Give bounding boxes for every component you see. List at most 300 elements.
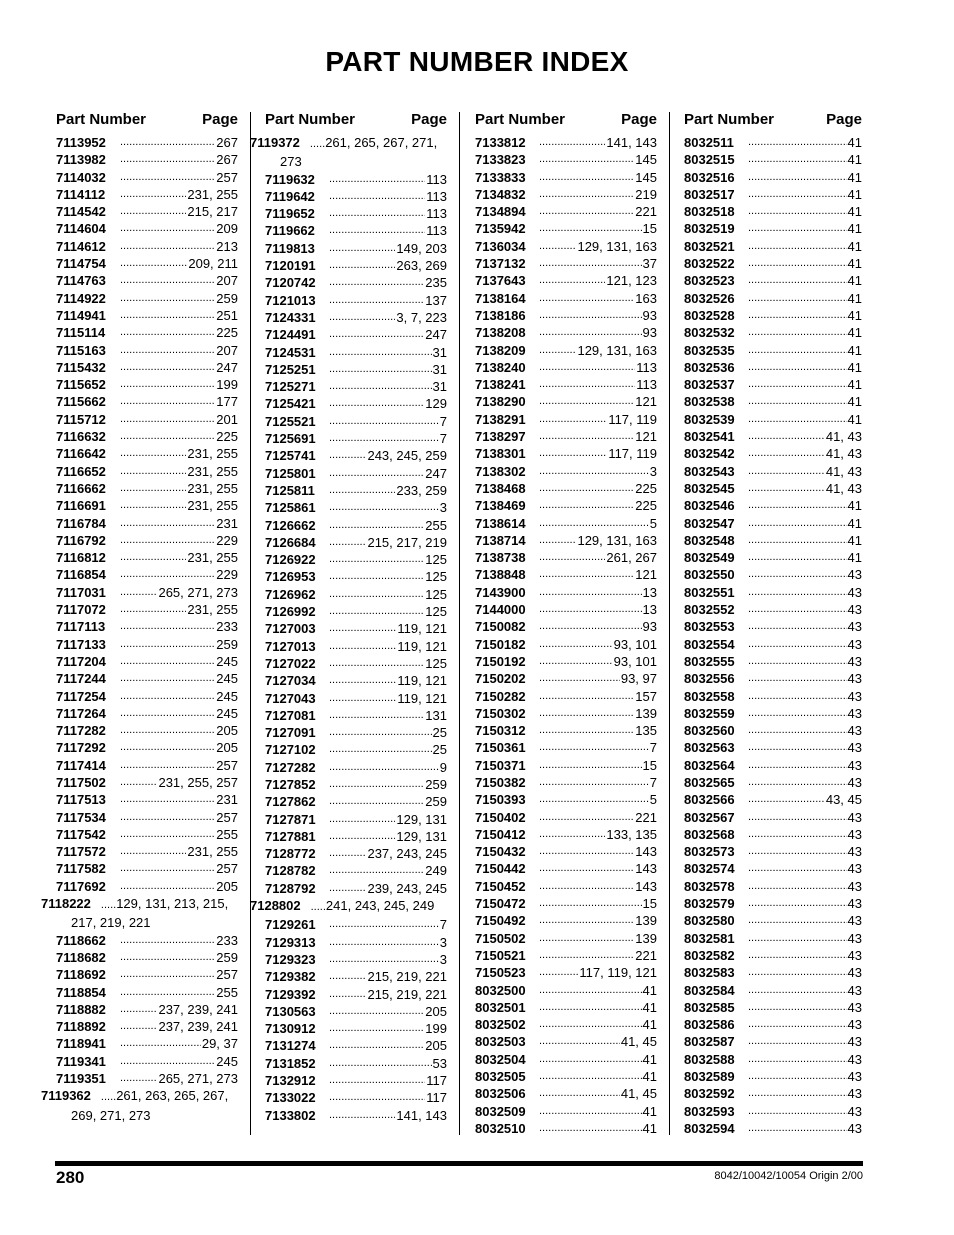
page-reference: 119, 121 — [397, 673, 447, 689]
index-entry — [265, 603, 447, 620]
part-number: 7132912 — [265, 1073, 316, 1089]
page-reference: 43 — [847, 602, 862, 618]
dot-leader — [539, 878, 634, 895]
dot-leader — [748, 393, 847, 410]
part-number: 8032511 — [684, 135, 734, 150]
part-number: 8032523 — [684, 273, 735, 289]
dot-leader — [120, 238, 215, 255]
part-number: 7125691 — [265, 431, 316, 447]
page-reference: 41 — [847, 135, 862, 150]
page-reference: 137 — [425, 292, 447, 308]
part-number: 7150521 — [475, 947, 526, 963]
index-entry — [56, 984, 238, 1001]
part-number: 7115712 — [56, 411, 106, 427]
index-entry — [56, 809, 238, 826]
page-reference: 43 — [847, 982, 862, 998]
dot-leader — [748, 445, 825, 462]
dot-leader — [120, 966, 215, 983]
dot-leader — [539, 653, 613, 670]
index-entry — [684, 722, 862, 739]
dot-leader — [748, 255, 847, 272]
index-entry — [684, 497, 862, 514]
dot-leader — [748, 515, 847, 532]
index-entry — [684, 688, 862, 705]
dot-leader — [748, 203, 847, 220]
part-number: 7120191 — [265, 258, 316, 274]
index-entry — [475, 411, 657, 428]
index-entry — [684, 272, 862, 289]
index-entry — [265, 1020, 447, 1037]
index-entry — [684, 342, 862, 359]
dot-leader — [120, 324, 215, 341]
page-reference: 43 — [847, 913, 862, 929]
page-reference: 245 — [216, 653, 238, 669]
page-reference: 41 — [847, 273, 862, 289]
index-entry — [265, 880, 447, 897]
page-reference: 241, 243, 245, 249 — [325, 898, 435, 914]
part-number: 7114922 — [56, 290, 106, 306]
part-number: 7116632 — [56, 429, 106, 445]
dot-leader — [329, 205, 425, 222]
index-entry — [475, 480, 657, 497]
page-reference: 231 — [216, 515, 238, 531]
page-reference: 257 — [216, 757, 238, 773]
part-number: 7117204 — [56, 653, 106, 669]
dot-leader — [329, 934, 439, 951]
footer-rule — [55, 1161, 863, 1166]
part-number: 8032515 — [684, 152, 735, 168]
part-number: 8032518 — [684, 204, 735, 220]
part-number: 7127871 — [265, 811, 316, 827]
page-reference: 265, 271, 273 — [158, 1071, 238, 1087]
dot-leader — [329, 344, 432, 361]
dot-leader — [329, 1037, 424, 1054]
page-reference: 231, 255 — [187, 498, 238, 514]
dot-leader — [748, 999, 847, 1016]
page-reference: 125 — [425, 655, 447, 671]
page-reference: 143 — [635, 878, 657, 894]
dot-leader — [748, 843, 847, 860]
index-entry — [475, 220, 657, 237]
dot-leader — [120, 186, 186, 203]
index-entry — [684, 134, 862, 151]
part-number: 8032528 — [684, 307, 735, 323]
index-entry — [265, 655, 447, 672]
part-number: 7127034 — [265, 673, 316, 689]
page-reference: 257 — [216, 967, 238, 983]
page-reference: 43 — [847, 878, 862, 894]
index-entry — [265, 968, 447, 985]
dot-leader — [329, 240, 395, 257]
dot-leader — [539, 636, 613, 653]
index-entry — [56, 949, 238, 966]
index-entry — [56, 722, 238, 739]
index-entry — [684, 203, 862, 220]
index-entry — [684, 307, 862, 324]
part-number: 7126922 — [265, 552, 316, 568]
page-reference: 231, 255 — [187, 480, 238, 496]
index-entry — [475, 982, 657, 999]
part-number: 7150452 — [475, 878, 526, 894]
index-entry — [56, 791, 238, 808]
index-entry — [56, 411, 238, 428]
page-reference: 267 — [216, 135, 238, 150]
index-entry — [56, 272, 238, 289]
part-number: 7138186 — [475, 307, 526, 323]
dot-leader — [748, 670, 847, 687]
part-number: 8032539 — [684, 411, 735, 427]
index-entry — [265, 465, 447, 482]
index-entry — [684, 186, 862, 203]
page-reference: 205 — [216, 723, 238, 739]
part-number: 7118854 — [56, 984, 106, 1000]
index-entry — [56, 860, 238, 877]
page-reference: 117, 119 — [608, 446, 657, 462]
part-number: 7138164 — [475, 290, 526, 306]
part-number: 7116784 — [56, 515, 106, 531]
page-reference: 145 — [635, 152, 657, 168]
index-entry — [265, 1003, 447, 1020]
dot-leader — [329, 759, 439, 776]
page-reference: 215, 219, 221 — [367, 986, 447, 1002]
part-number: 7125271 — [265, 379, 316, 395]
part-number: 7150202 — [475, 671, 526, 687]
part-number: 7117282 — [56, 723, 106, 739]
part-number: 7133802 — [265, 1107, 316, 1123]
page-reference: 13 — [642, 584, 657, 600]
part-number: 7135942 — [475, 221, 526, 237]
dot-leader — [329, 672, 396, 689]
page-reference: 125 — [425, 552, 447, 568]
part-number: 7130563 — [265, 1003, 316, 1019]
page-reference: 25 — [432, 742, 447, 758]
part-number: 7115114 — [56, 325, 106, 341]
index-entry — [475, 238, 657, 255]
part-number: 7138302 — [475, 463, 526, 479]
part-number: 7113952 — [56, 135, 106, 150]
page-reference: 117 — [426, 1090, 447, 1106]
index-entry — [684, 860, 862, 877]
index-entry — [684, 238, 862, 255]
page-reference: 219 — [635, 186, 657, 202]
page-reference: 177 — [216, 394, 238, 410]
column-divider — [669, 112, 670, 1135]
part-number: 7138301 — [475, 446, 526, 462]
part-number: 7129323 — [265, 951, 316, 967]
dot-leader — [329, 828, 395, 845]
page-reference: 231, 255 — [187, 550, 238, 566]
part-number: 8032579 — [684, 896, 735, 912]
part-number: 7119642 — [265, 188, 315, 204]
part-number: 8032565 — [684, 774, 735, 790]
index-entry — [56, 1070, 238, 1087]
page-reference: 129, 131 — [396, 828, 447, 844]
part-number: 7150312 — [475, 723, 526, 739]
index-entry — [684, 463, 862, 480]
dot-leader — [329, 413, 439, 430]
dot-leader — [120, 949, 215, 966]
page-reference: 43 — [847, 1017, 862, 1033]
page-reference: 93 — [642, 325, 657, 341]
page-reference: 221 — [635, 204, 657, 220]
dot-leader — [539, 463, 649, 480]
part-number: 7114612 — [56, 238, 106, 254]
page-reference: 7 — [439, 917, 447, 933]
part-number: 7134894 — [475, 204, 526, 220]
page-reference: 245 — [216, 705, 238, 721]
page-reference: 41 — [642, 1103, 657, 1119]
part-number: 8032552 — [684, 602, 735, 618]
page-reference: 265, 271, 273 — [158, 584, 238, 600]
dot-leader — [329, 171, 425, 188]
page-reference: 129, 131, 213, 215, 217, 219, 221 — [71, 896, 229, 931]
dot-leader — [748, 428, 825, 445]
part-number: 7144000 — [475, 602, 526, 618]
dot-leader — [329, 862, 424, 879]
part-number: 7119632 — [265, 171, 315, 187]
page-reference: 41, 45 — [620, 1034, 657, 1050]
index-entry — [475, 393, 657, 410]
part-number: 7114032 — [56, 169, 106, 185]
index-entry — [684, 393, 862, 410]
part-number: 7117244 — [56, 671, 106, 687]
part-number: 7138291 — [475, 411, 526, 427]
page-reference: 257 — [216, 169, 238, 185]
part-number: 7115662 — [56, 394, 106, 410]
page-reference: 15 — [642, 221, 657, 237]
part-number: 8032578 — [684, 878, 735, 894]
index-entry — [475, 255, 657, 272]
index-entry — [684, 255, 862, 272]
page-reference: 41 — [847, 152, 862, 168]
dot-leader — [120, 688, 215, 705]
index-entry — [265, 793, 447, 810]
page-reference: 3 — [439, 951, 447, 967]
dot-leader — [748, 1085, 847, 1102]
dot-leader — [539, 826, 605, 843]
dot-leader — [539, 982, 642, 999]
index-entry — [475, 324, 657, 341]
dot-leader — [329, 986, 366, 1003]
part-number: 7126953 — [265, 569, 316, 585]
part-number: 7119341 — [56, 1053, 106, 1069]
dot-leader — [329, 447, 366, 464]
page-reference: 43 — [847, 1086, 862, 1102]
page-reference: 215, 217 — [187, 204, 238, 220]
dot-leader — [120, 272, 215, 289]
page-reference: 125 — [425, 586, 447, 602]
page-reference: 43 — [847, 653, 862, 669]
part-number: 8032546 — [684, 498, 735, 514]
page-reference: 139 — [635, 930, 657, 946]
part-number: 7127043 — [265, 690, 316, 706]
page-reference: 41, 43 — [825, 463, 862, 479]
dot-leader — [748, 238, 847, 255]
part-number: 7126684 — [265, 534, 316, 550]
dot-leader — [329, 430, 439, 447]
index-entry — [56, 307, 238, 324]
page-reference: 207 — [216, 342, 238, 358]
index-entry — [265, 274, 447, 291]
index-entry — [475, 653, 657, 670]
page-reference: 31 — [432, 379, 447, 395]
part-number: 7150082 — [475, 619, 526, 635]
page-reference: 247 — [425, 465, 447, 481]
page-heading: Page — [202, 111, 238, 128]
index-entry — [56, 220, 238, 237]
index-entry — [475, 584, 657, 601]
index-entry — [56, 428, 238, 445]
index-entry — [475, 359, 657, 376]
dot-leader — [329, 395, 424, 412]
dot-leader — [120, 722, 215, 739]
index-entry — [684, 670, 862, 687]
page-reference: 259 — [425, 776, 447, 792]
part-number: 7118882 — [56, 1001, 106, 1017]
index-entry — [475, 947, 657, 964]
dot-leader — [748, 722, 847, 739]
column-header — [475, 110, 657, 134]
dot-leader — [329, 916, 439, 933]
index-entry — [56, 1001, 238, 1018]
page-reference: 117 — [426, 1073, 447, 1089]
dot-leader — [748, 186, 847, 203]
index-entry — [265, 482, 447, 499]
index-entry — [684, 428, 862, 445]
dot-leader — [120, 342, 215, 359]
part-number: 8032560 — [684, 723, 735, 739]
part-number: 8032559 — [684, 705, 735, 721]
page-reference: 43 — [847, 999, 862, 1015]
dot-leader — [329, 620, 396, 637]
dot-leader — [539, 532, 576, 549]
index-entry — [475, 705, 657, 722]
index-entry — [265, 916, 447, 933]
part-number: 7138848 — [475, 567, 526, 583]
index-entry — [475, 1103, 657, 1120]
dot-leader — [329, 465, 424, 482]
part-number: 7113982 — [56, 152, 106, 168]
page-reference: 41 — [847, 221, 862, 237]
index-entry — [475, 878, 657, 895]
index-entry — [475, 134, 657, 151]
dot-leader — [539, 964, 578, 981]
page-reference: 215, 219, 221 — [367, 969, 447, 985]
part-number: 7120742 — [265, 275, 316, 291]
part-number: 8032522 — [684, 256, 735, 272]
page-reference: 7 — [439, 413, 447, 429]
page-reference: 121 — [635, 429, 657, 445]
page-reference: 41 — [847, 411, 862, 427]
page-reference: 43 — [847, 844, 862, 860]
dot-leader — [748, 774, 847, 791]
dot-leader — [329, 638, 396, 655]
dot-leader — [120, 932, 215, 949]
part-number: 7129261 — [265, 917, 316, 933]
index-entry — [475, 774, 657, 791]
dot-leader — [539, 999, 642, 1016]
dot-leader — [539, 445, 607, 462]
dot-leader — [120, 290, 215, 307]
part-number: 7117072 — [56, 602, 106, 618]
page-reference: 15 — [642, 896, 657, 912]
page-reference: 113 — [426, 188, 447, 204]
page-reference: 41 — [847, 290, 862, 306]
part-number-heading: Part Number — [475, 111, 566, 128]
dot-leader — [539, 670, 620, 687]
index-entry — [265, 586, 447, 603]
index-entry — [56, 670, 238, 687]
part-number: 7124331 — [265, 309, 316, 325]
part-number: 7125741 — [265, 448, 316, 464]
part-number: 8032592 — [684, 1086, 735, 1102]
dot-leader — [120, 601, 186, 618]
page-reference: 41, 45 — [620, 1086, 657, 1102]
part-number: 7124531 — [265, 344, 316, 360]
index-entry — [265, 828, 447, 845]
dot-leader — [539, 1068, 642, 1085]
part-number: 7128802 — [250, 898, 301, 914]
index-entry — [475, 860, 657, 877]
page-reference: 93, 101 — [613, 653, 657, 669]
index-entry — [475, 1120, 657, 1137]
dot-leader — [539, 134, 605, 151]
dot-leader — [539, 843, 634, 860]
dot-leader — [748, 497, 847, 514]
dot-leader — [120, 860, 215, 877]
index-entry — [56, 566, 238, 583]
dot-leader — [120, 1018, 157, 1035]
page-reference: 231, 255 — [187, 844, 238, 860]
index-entry — [475, 618, 657, 635]
page-reference: 41 — [847, 377, 862, 393]
dot-leader — [748, 151, 847, 168]
index-entry — [265, 741, 447, 758]
index-entry — [265, 707, 447, 724]
index-entry — [56, 151, 238, 168]
dot-leader — [539, 688, 634, 705]
dot-leader — [748, 134, 847, 151]
page-reference: 257 — [216, 861, 238, 877]
dot-leader — [329, 309, 395, 326]
dot-leader — [748, 1051, 847, 1068]
dot-leader — [539, 1103, 642, 1120]
part-number: 8032583 — [684, 965, 735, 981]
index-entry — [475, 272, 657, 289]
part-number: 7121013 — [265, 292, 316, 308]
page-reference: 201 — [216, 411, 238, 427]
index-entry — [475, 722, 657, 739]
index-entry — [265, 257, 447, 274]
page-reference: 43 — [847, 757, 862, 773]
dot-leader — [120, 203, 186, 220]
page-reference: 261, 265, 267, 271, 273 — [280, 135, 438, 170]
page-reference: 43 — [847, 826, 862, 842]
dot-leader — [539, 774, 649, 791]
page-reference: 43 — [847, 947, 862, 963]
part-number: 8032582 — [684, 947, 735, 963]
page-reference: 41 — [847, 256, 862, 272]
part-number: 8032535 — [684, 342, 735, 358]
index-entry — [475, 151, 657, 168]
part-number: 7129313 — [265, 934, 316, 950]
dot-leader — [539, 272, 605, 289]
part-number: 8032556 — [684, 671, 735, 687]
page-reference: 113 — [426, 223, 447, 239]
part-number: 7118682 — [56, 949, 106, 965]
part-number: 7150361 — [475, 740, 526, 756]
part-number: 7137643 — [475, 273, 526, 289]
